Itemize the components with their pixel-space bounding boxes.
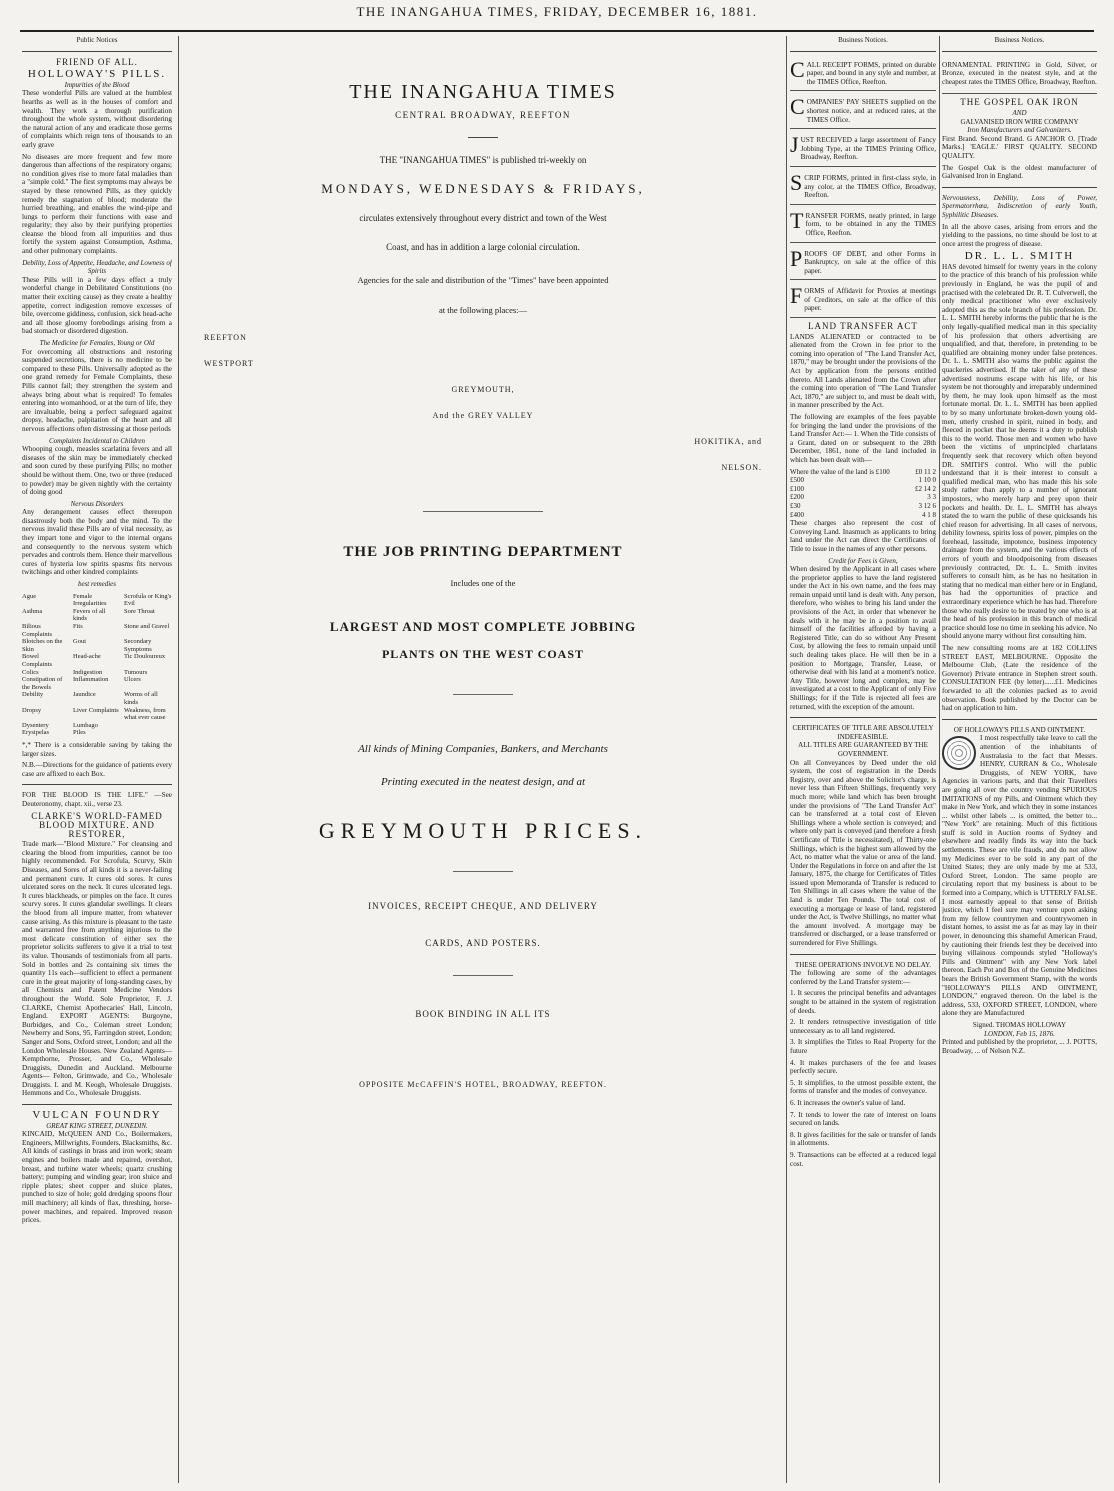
- paragraph: Printed and published by the proprietor, ... J. POTTS, Broadway, ... of Nelson N.Z.: [942, 1038, 1097, 1055]
- divider: [22, 784, 172, 785]
- fee-row: [790, 485, 936, 494]
- places-intro: at the following places:—: [438, 305, 528, 316]
- subhead: Complaints Incidental to Children: [49, 436, 145, 445]
- classified-ad: [790, 209, 936, 243]
- ad-text: ALL RECEIPT FORMS, printed on durable paper, and bound in any style and number, at the TIMES Office, Reefton.: [806, 60, 936, 86]
- printing-line: Printing executed in the neatest design, and at: [380, 775, 586, 788]
- includes-line: Includes one of the: [450, 577, 516, 588]
- column-header: Public Notices: [76, 36, 118, 44]
- paragraph: First Brand. Second Brand. G ANCHOR O. [Trade Marks.] 'EAGLE.' FIRST QUALITY. SECOND QUALITY.: [942, 134, 1097, 160]
- divider: [453, 694, 513, 695]
- fee-row: [790, 468, 936, 477]
- fee-row: [790, 476, 936, 485]
- fee-label: £30: [790, 501, 801, 510]
- fee-row: [790, 493, 936, 502]
- smith-title: DR. L. L. SMITH: [964, 250, 1075, 263]
- ad-text: ROOFS OF DEBT, and other Forms in Bankruptcy, on sale at the office of this paper.: [804, 249, 936, 275]
- ailment-item: Secondary Symptoms: [124, 638, 152, 653]
- friend-title: FRIEND OF ALL.: [56, 56, 138, 67]
- classified-ad: [790, 247, 936, 281]
- paragraph: N.B.—Directions for the guidance of patients every case are affixed to each Box.: [22, 761, 172, 778]
- paragraph: KINCAID, McQUEEN AND Co., Boilermakers, Engineers, Millwrights, Founders, Blacksmiths, &c. All kinds of castings in brass and iron work; steam engines and boilers made and repaired, overshot, breast, and turbine water wheels; quartz crushing battery; pumping and winding gear; iron sluice and ripple plates; sheet copper and sluice plates, punched to size of hole; gold dredging spoons flour mill machinery; all kinds of flax, threshing, horse-power machines, and repaired. Improved reason prices.: [22, 1130, 172, 1225]
- ailment-item: [124, 729, 172, 737]
- classified-ad: [790, 133, 936, 167]
- fee-label: £200: [790, 493, 804, 502]
- agencies-line: Agencies for the sale and distribution of the "Times" have been appointed: [357, 274, 609, 285]
- divider: [468, 137, 498, 138]
- ailment-item: Ague: [22, 592, 37, 600]
- paragraph: Any derangement causes effect thereupon disastrously both the body and the mind. To the nervous invalid these Pills are of vital necessity, as they impart tone and vigor to the internal organs and consequently to the nervous system which pervades and controls them. Hence their marvellous cures of hysteria low spirits spasms fits nervous twitchings and other kindred complaints: [22, 508, 172, 577]
- ailment-item: Debility: [22, 691, 44, 699]
- classified-ad: [790, 171, 936, 205]
- divider: [22, 1104, 172, 1105]
- paragraph: For overcoming all obstructions and restoring suspended secretions, there is no medicine to be compared to these Pills. Universally adopted as the one grand remedy for Female Complaints, these Pills cannot fail; they strengthen the system and always bring about what is required! To females entering into womanhood, or at the turn of life, they are invaluable, being a perfect safeguard against dropsy, headache, palpitation of the heart and all nervous affections often distressing at those periods: [22, 347, 172, 433]
- guar-title: ALL TITLES ARE GUARANTEED BY THE GOVERNMENT.: [798, 741, 928, 758]
- ailment-item: Tic Douloureux: [124, 653, 166, 661]
- ops-item: 3. It simplifies the Titles to Real Property for the future: [790, 1038, 936, 1055]
- ops-item: 7. It tends to lower the rate of interest on loans secured on lands.: [790, 1110, 936, 1128]
- ailment-item: Lumbago: [73, 721, 98, 729]
- ailment-item: Sore Throat: [124, 607, 155, 615]
- column-times-notice: [184, 36, 782, 1485]
- place-item: NELSON.: [721, 462, 762, 472]
- prices-line: GREYMOUTH PRICES.: [318, 817, 648, 843]
- ornamental-ad: [942, 58, 1097, 95]
- ailment-item: Piles: [73, 729, 86, 737]
- ailment-item: Inflammation: [73, 676, 109, 684]
- ailment-item: Female Irregularities: [73, 592, 107, 608]
- divider: [423, 511, 543, 512]
- ailment-item: Scrofula or King's Evil: [124, 592, 172, 608]
- paragraph: When desired by the Applicant in all cases where the proprietor applies to have the land registered under the Act in his own name, and the fees may remain unpaid until land is dealt with. Any person, therefore, who wishes to bring his land under the provisions of the Act, in order that whenever he deals with it he may be in a position to avail himself of the facilities afforded by having a Registered Title, can do so without Any Present Cost, by allowing the fees to remain unpaid until such dealing takes place. He will then be in a position to Mortgage, Transfer, Lease, or otherwise deal with his land at a moment's notice. Any Title, however long and complex, may be investigated at a cost to the Applicant of only Five Shillings; for if the Title is rejected all fees are returned, with the exception of the amount.: [790, 565, 936, 711]
- ops-list: [790, 989, 936, 1168]
- fee-label: £400: [790, 510, 804, 519]
- paragraph: In all the above cases, arising from errors and the yielding to the passions, no time should be lost to at once arrest the progress of disease.: [942, 222, 1097, 248]
- paragraph: Nervousness, Debility, Loss of Power, Spermatorrhœa, Indiscretion of early Youth, Syphilitic Diseases.: [942, 193, 1097, 219]
- column-public-notices: [22, 36, 172, 1485]
- ailment-item: Head-ache: [73, 653, 101, 661]
- fee-value: 1 10 0: [918, 476, 936, 485]
- drop-cap: C: [790, 56, 805, 82]
- column-divider: [178, 36, 179, 1483]
- subhead: Debility, Loss of Appetite, Headache, and Lowness of Spirits: [22, 258, 172, 276]
- ailment-item: Colics: [22, 668, 39, 676]
- paragraph: The following are some of the advantages conferred by the Land Transfer system:—: [790, 969, 936, 986]
- paragraph: LANDS ALIENATED or contracted to be alienated from the Crown in fee prior to the coming into operation of "The Land Transfer Act, 1870," may be brought under the provisions of the Act by application from the persons entitled thereto. All Lands alienated from the Crown after the coming into operation of "The Land Transfer Act, 1870," are subject to, and must be dealt with, in manner prescribed by the Act.: [790, 332, 936, 410]
- places-list: [184, 325, 782, 481]
- ailment-item: Constipation of the Bowels: [22, 676, 63, 691]
- drop-cap: F: [790, 283, 803, 309]
- ailment-item: Jaundice: [73, 691, 96, 699]
- place-item: WESTPORT: [204, 358, 254, 368]
- blood-title: FOR THE BLOOD IS THE LIFE." —See Deuteronomy, chapt. xii., verse 23.: [22, 791, 172, 808]
- gospel-mfr: Iron Manufacturers and Galvanizers.: [967, 126, 1072, 135]
- column-business-notices-2: [942, 36, 1097, 1485]
- column-header: Business Notices.: [838, 36, 888, 44]
- ailment-item: Asthma: [22, 607, 43, 615]
- place-item: GREYMOUTH,: [451, 384, 515, 394]
- ad-list: [790, 58, 936, 318]
- paragraph: These charges also represent the cost of Conveying Land. Inasmuch as applicants to bring land under the Act can direct the Certificates of Title to issue in the names of any other persons.: [790, 519, 936, 553]
- holloway-warning-title: OF HOLLOWAY'S PILLS AND OINTMENT.: [953, 725, 1086, 734]
- subhead: best remedies: [77, 580, 117, 589]
- ad-text: ORMS of Affidavit for Proxies at meetings of Creditors, on sale at the office of this paper.: [804, 287, 936, 313]
- column-business-notices: [790, 36, 936, 1485]
- binding-line: BOOK BINDING IN ALL ITS: [415, 1009, 551, 1020]
- footer-line: OPPOSITE McCAFFIN'S HOTEL, BROADWAY, REEFTON.: [359, 1079, 607, 1089]
- ops-item: 9. Transactions can be effected at a reduced legal cost.: [790, 1150, 936, 1168]
- fee-row: [790, 502, 936, 511]
- ad-text: CRIP FORMS, printed in first-class style, in any color, at the TIMES Office, Broadway, Reefton.: [804, 173, 936, 200]
- signed: Signed. THOMAS HOLLOWAY: [972, 1020, 1067, 1029]
- divider: [942, 719, 1097, 720]
- ad-text: UST RECEIVED a large assortment of Fancy Jobbing Type, at the TIMES Printing Office, Broadway, Reefton.: [800, 136, 936, 162]
- job-title: THE JOB PRINTING DEPARTMENT: [343, 543, 623, 560]
- cert-title: CERTIFICATES OF TITLE ARE ABSOLUTELY INDEFEASIBLE.: [792, 724, 934, 741]
- subhead: Credit for Fees is Given,: [828, 556, 898, 565]
- divider: [790, 717, 936, 718]
- circulates-line: circulates extensively throughout every district and town of the West: [359, 212, 607, 223]
- fee-table: [790, 468, 936, 520]
- plants-line: PLANTS ON THE WEST COAST: [381, 646, 585, 661]
- ailment-item: Dropsy: [22, 706, 42, 714]
- column-header: Business Notices.: [994, 36, 1045, 44]
- paragraph: The Gospel Oak is the oldest manufacturer of Galvanised Iron in England.: [942, 163, 1097, 181]
- ailment-item: Stone and Gravel: [124, 623, 170, 630]
- ops-item: 6. It increases the owner's value of land.: [790, 1098, 906, 1107]
- ailment-item: Weakness, from what ever cause: [124, 706, 166, 722]
- drop-cap: T: [790, 207, 804, 233]
- gospel-title: THE GOSPEL OAK IRON: [960, 97, 1079, 108]
- paragraph: These Pills will in a few days effect a truly wonderful change in Debilitated Constitutions (no matter their exciting cause) as they create a healthy appetite, correct indigestion remove excesses of bile, overcome giddiness, confusion, sick head-ache and all those gloomy forebodings arising from a bad stomach or disordered digestion.: [22, 275, 172, 336]
- drop-cap: P: [790, 245, 803, 271]
- ailment-item: Dysentery: [22, 721, 49, 729]
- ailment-item: Bilious Complaints: [22, 623, 52, 638]
- fee-label: £500: [790, 476, 804, 485]
- drop-cap: J: [790, 132, 799, 158]
- signed-date: LONDON, Feb 15, 1876.: [984, 1029, 1055, 1038]
- gospel-and: AND: [1012, 108, 1027, 117]
- paragraph: HAS devoted himself for twenty years in the colony to the practice of this branch of his profession while previously in England, he was the pupil of and practised with the celebrated Dr. R. T. Culverwell, the only medical practitioner who ever exclusively adopted this as the sole branch of his profession. Dr. L. L. SMITH hereby informs the public that he is the only legally-qualified medical man in this speciality of his profession that others advertising are unqualified, and that, therefore, in pretending to be qualified are obtaining money under false pretences. Dr. L. L. SMITH also warns the public against the quackeries advertised. If the taker of any of these advertised nostrums escape with his life, or his system be not thoroughly and irreparably undermined by them, he may look upon himself as the most fortunate mortal. Dr. L. L. SMITH has been applied to by so many unfortunate broken-down young old-men, utterly crushed in spirit, ruined in body, and fleeced in pocket that he deems it a duty to publish this to the world. Those men and women who have been the victims of unprincipled charlatans frequently seek that recovery which often beyond DR. SMITH'S control. Who will the public understand that it is their interest to consult a qualified medical man, who has made this his sole study rather than apply to a number of ignorant impostors, who merely harp and prey upon their pockets and health. Dr. L. L. SMITH has always stated the to warn the public of these quicksands his chief reason for advertising. In all cases of nervous, debility lowness, spirits loss of power, pimples on the forehead, lassitude, impotence, business impotency drainage from the system, and the various effects of errors of youth and bloodpoisoning from diseases previously contracted, Dr. L. L. Smith invites sufferers to consult him, as he has no hesitation in stating that no medical man either here or in England, has had the opportunities of practice and extraordinary experience which he has had. Therefore those who really desire to be treated by one who is at the head of his profession in this branch of medical practice should lose no time in seeking his advice. No should anyone marry without first consulting him.: [942, 262, 1097, 641]
- divider: [453, 871, 513, 872]
- published-line: THE "INANGAHUA TIMES" is published tri-weekly on: [379, 155, 587, 166]
- vulcan-title: VULCAN FOUNDRY: [32, 1109, 162, 1122]
- divider: [790, 51, 936, 52]
- subhead: The Medicine for Females, Young or Old: [39, 339, 155, 347]
- ad-text: OMPANIES' PAY SHEETS supplied on the shortest notice, and at reduced rates, at the TIMES Office.: [806, 98, 936, 124]
- ops-item: 4. It makes purchasers of the fee and leases perfectly secure.: [790, 1058, 936, 1076]
- paragraph: On all Conveyances by Deed under the old system, the cost of registration in the Deeds Registry, over and above the Solicitor's charge, is never less than Fifteen Shillings, frequently very much more; while land which has been brought under the provisions of "The Land Transfer Act" can be transferred at a total cost of Eleven Shillings where a whole section is conveyed; and where only part is conveyed (and therefore a fresh Certificate of Title is necessitated), of Thirty-one Shillings, which is the highest sum allowed by the Act, no matter what the value or area of the land. Under the Regulations in force on and after the 1st January, 1875, the charge for Certificates of Titles issued upon Memoranda of Transfer is reduced to Ten Shillings in all cases where the value of the land is under Ten Pounds. The total cost of executing a mortgage or lease of land, registered under the Act, is Twelve Shillings, no matter what the amount involved. A mortgage may be transferred or discharged, or a lease transferred or surrendered for Five Shillings.: [790, 758, 936, 948]
- classified-ad: [790, 58, 936, 92]
- ailment-item: Gout: [73, 638, 86, 646]
- fee-label: £100: [790, 484, 804, 493]
- ailment-item: Ulcers: [124, 676, 141, 684]
- column-divider: [939, 36, 940, 1483]
- gospel-sub: GALVANISED IRON WIRE COMPANY: [960, 117, 1079, 126]
- fee-value: 3 3: [927, 493, 936, 502]
- coast-line: Coast, and has in addition a large colonial circulation.: [386, 241, 580, 252]
- paragraph: Trade mark—"Blood Mixture." For cleansing and clearing the blood from impurities, cannot be too highly recommended. For Scrofula, Scurvy, Skin Diseases, and Sores of all kinds it is a never-failing and permanent cure. It cures old sores. It cures ulcerated sores on the neck. It cures ulcerated legs. It cures blackheads, or pimples on the face. It cures scurvy sores. It cures glandular swellings. It clears the blood from all impure matter, from whatever cause arising. As this mixture is pleasant to the taste and warranted free from anything injurious to the most delicate constitution of either sex the proprietor solicits sufferers to give it a trial to test its value. Thousands of testimonials from all parts. Sold in bottles and 2s containing six times the quantity 11s each—sufficient to effect a permanent cure in the great majority of long-standing cases, by all Chemists and Patent Medicine Vendors throughout the World. Sole Proprietor, F. J. CLARKE, Chemist Apothecaries' Hall, Lincoln, England. EXPORT AGENTS: Burgoyne, Burbidges, and Co., Coleman street London; Newberry and Sons, 95, Farringdon street, London; Sanger and Sons, Oxford street, London; and all the London Wholesale Houses. New Zealand Agents— Kempthorne, Prosser, and Co., Wholesale Druggists, Dunedin and Auckland. Melbourne Agents— Felton, Grimwade, and Co., Wholesale Druggists. I. and M. Keogh, Wholesale Druggists. Hemmons and Co., Wholesale Druggists.: [22, 840, 172, 1098]
- paragraph: ORNAMENTAL PRINTING in Gold, Silver, or Bronze, executed in the neatest style, and at the cheapest rates the TIMES Office, Broadway, Reefton.: [942, 60, 1097, 86]
- ad-text: RANSFER FORMS, neatly printed, in large form, to be obtained in any the TIMES Office, Reefton.: [805, 211, 936, 237]
- fee-value: £0 11 2: [915, 467, 936, 476]
- holloway-title: HOLLOWAY'S PILLS.: [27, 68, 167, 81]
- ailment-item: Erysipelas: [22, 729, 50, 737]
- divider: [790, 954, 936, 955]
- days-line: MONDAYS, WEDNESDAYS & FRIDAYS,: [321, 181, 645, 197]
- fee-value: £2 14 2: [915, 484, 936, 493]
- ops-item: 2. It renders retrospective investigation of title unnecessary as to all land registered.: [790, 1018, 936, 1035]
- top-rule: [20, 30, 1094, 32]
- fee-row: [790, 511, 936, 520]
- kinds-line: All kinds of Mining Companies, Bankers, and Merchants: [358, 743, 608, 756]
- ailment-item: Worms of all kinds: [124, 691, 158, 706]
- ops-item: 1. It secures the principal benefits and advantages sought to be attained in the system of registration of deeds.: [790, 989, 936, 1015]
- largest-line: LARGEST AND MOST COMPLETE JOBBING: [329, 619, 637, 635]
- ailments-list: [22, 593, 172, 737]
- paragraph: Whooping cough, measles scarlatina fevers and all diseases of the skin may be immediately checked and soon cured by these purifying Pills; no mother should be without them. One, two or three (reduced to powder) may be given nightly with the certainty of doing good: [22, 445, 172, 497]
- ailment-item: Indigestion: [73, 668, 103, 676]
- ailment-item: Liver Complaints: [73, 706, 119, 714]
- ops-item: 5. It simplifies, to the utmost possible extent, the forms of transfer and the modes of conveyance.: [790, 1078, 936, 1096]
- ailment-item: Fevers of all kinds: [73, 607, 106, 623]
- ailment-item: [124, 722, 172, 730]
- clarke-title: CLARKE'S WORLD-FAMED BLOOD MIXTURE. AND RESTORER,: [31, 811, 163, 839]
- fee-label: Where the value of the land is £100: [790, 467, 890, 476]
- column-divider: [786, 36, 787, 1483]
- fee-value: 3 12 6: [918, 501, 936, 510]
- divider: [942, 51, 1097, 52]
- ops-title: THESE OPERATIONS INVOLVE NO DELAY.: [794, 960, 932, 969]
- divider: [942, 187, 1097, 188]
- ops-item: 8. It gives facilities for the sale or transfer of lands in allotments.: [790, 1130, 936, 1148]
- place-item: HOKITIKA, and: [694, 436, 762, 446]
- paragraph: No diseases are more frequent and few more dangerous than affections of the respiratory organs; no condition gives rise to more fatal maladies than a "simple cold." The first symptoms may always be stayed by these renowned Pills, as they quickly remedy the stagnation of blood; moderate the hurried breathing, and enables the wind-pipe and lungs to perform their functions with ease and regularity; they also by their purifying properties cleanse the blood from all impurities and thus fortify the system against Consumption, Asthma, and other pulmonary complaints.: [22, 152, 172, 256]
- ailment-item: Fits: [73, 623, 83, 630]
- paragraph: I most respectfully take leave to call the attention of the inhabitants of Australasia to the fact that Messrs. HENRY, CURRAN & Co., Wholesale Druggists, of NEW YORK, have Agencies in various parts, and that their Travellers are going all over the country vending SPURIOUS IMITATIONS of my Pills, and Ointment which they make in New York, and which they in some instances ... whilst other labels ... is omitted, the better to... "New York" are retaining. Much of this fictitious stuff is sold in Auction rooms of Sydney and elsewhere and readily finds its way into the back settlements. These are vile frauds, and do not allow my Medicines ever to be sold in any part of the United States; they are only made by me at 533, Oxford Street, London. The same people are circulating report that my business is about to be formed into a Company, which is UTTERLY FALSE. I most earnestly appeal to that sense of British justice, which I feel sure may venture upon asking from my fellow countrymen and countrywomen in distant homes, to assist me as far as may lay in their power, in denouncing this shameful American Fraud, by cautioning their friends lest they be deceived into buying villainous compounds styled "Holloway's Pills and Ointment" with any New York label thereon. Each Pot and Box of the Genuine Medicines bears the British Government Stamp, with the words "HOLLOWAY'S PILLS AND OINTMENT, LONDON," engraved thereon. On the label is the address, 533, OXFORD STREET, LONDON, where alone they are Manufactured: [942, 734, 1097, 1018]
- drop-cap: S: [790, 169, 803, 195]
- paragraph: The new consulting rooms are at 182 COLLINS STREET EAST, MELBOURNE. Opposite the Melbourne Club, (Late the residence of the Governor) Private entrance in Stephen street south. CONSULTATION FEE (by letter)......£1. Medicines forwarded to all the colonies packed as to avoid observation. Book published by the Doctor can be had on application to him.: [942, 644, 1097, 713]
- paper-address: CENTRAL BROADWAY, REEFTON: [395, 109, 571, 120]
- subhead: Impurities of the Blood: [64, 80, 130, 89]
- classified-ad: [790, 284, 936, 318]
- place-item: And the GREY VALLEY: [432, 410, 534, 420]
- ailment-item: Blotches on the Skin: [22, 638, 63, 653]
- cards-line: CARDS, AND POSTERS.: [425, 937, 541, 948]
- fee-value: 4 1 8: [922, 510, 936, 519]
- paragraph: *,* There is a considerable saving by taking the larger sizes.: [22, 740, 172, 758]
- divider: [453, 975, 513, 976]
- paragraph: The following are examples of the fees payable for bringing the land under the provisions of the Land Transfer Act:— 1. When the Title consists of a Grant, dated on or subsequent to the 28th December, 1861, none of the land included in which has been dealt with—: [790, 413, 936, 464]
- paragraph: These wonderful Pills are valued at the humblest hearths as well as in the houses of comfort and wealth. They work a thorough purification throughout the whole system, without disordering the natural action of any and eradicate those germs of complaints which reign tens of thousands to an early grave: [22, 89, 172, 149]
- invoices-line: INVOICES, RECEIPT CHEQUE, AND DELIVERY: [368, 901, 598, 912]
- place-item: REEFTON: [204, 332, 247, 342]
- classified-ad: [790, 95, 936, 129]
- masthead: THE INANGAHUA TIMES, FRIDAY, DECEMBER 16, 1881.: [356, 4, 758, 19]
- ailment-item: Tumours: [124, 668, 148, 676]
- paper-title: THE INANGAHUA TIMES: [349, 81, 617, 103]
- divider: [22, 51, 172, 52]
- land-title: LAND TRANSFER ACT: [808, 321, 918, 332]
- drop-cap: C: [790, 94, 805, 120]
- ailment-item: Bowel Complaints: [22, 653, 52, 668]
- vulcan-sub: GREAT KING STREET, DUNEDIN.: [46, 1121, 148, 1130]
- subhead: Nervous Disorders: [70, 499, 124, 508]
